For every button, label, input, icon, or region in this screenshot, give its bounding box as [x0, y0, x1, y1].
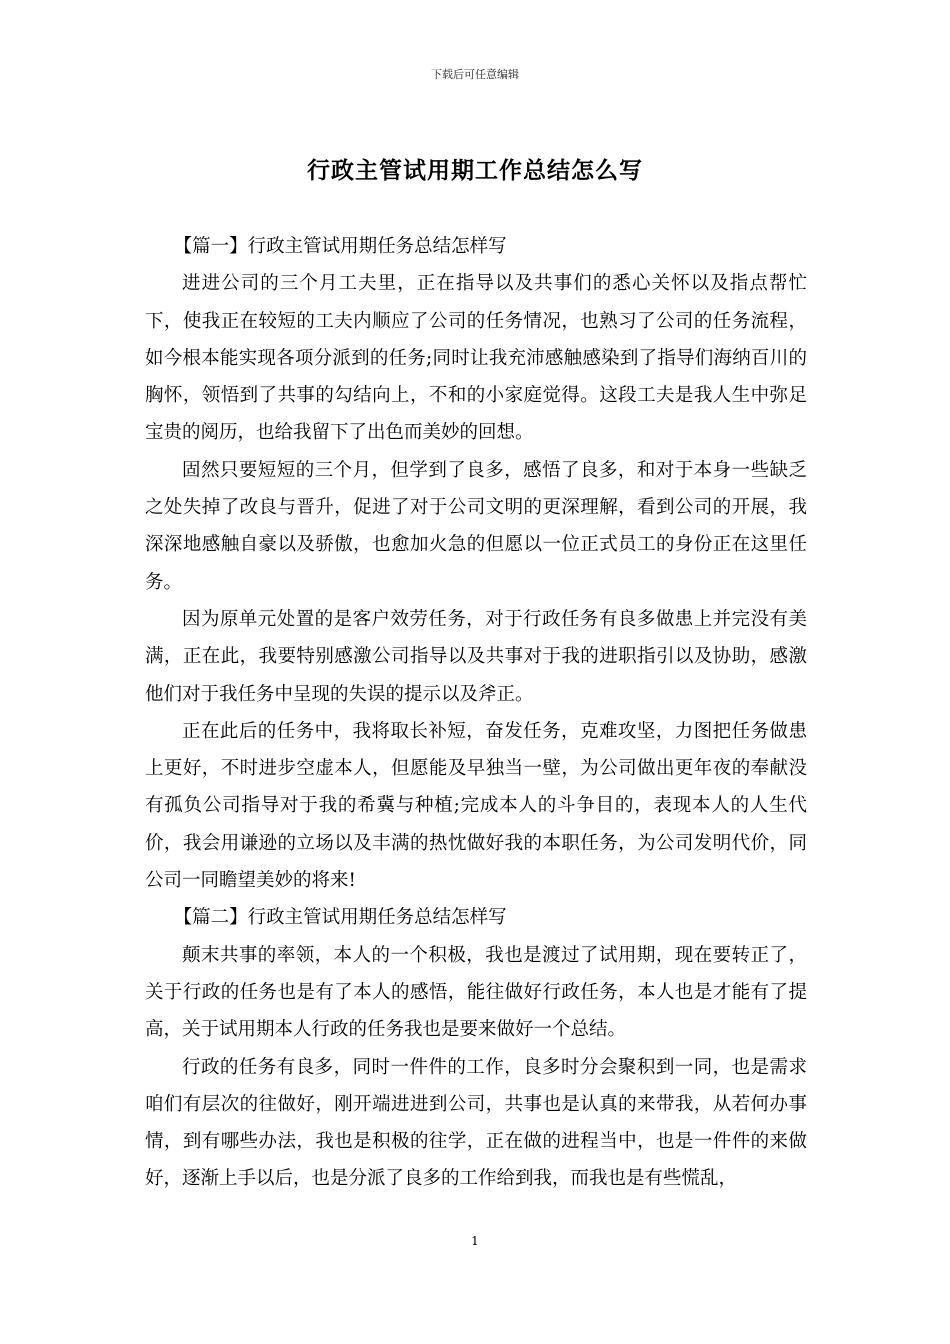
paragraph: 行政的任务有良多，同时一件件的工作，良多时分会聚积到一同，也是需求咱们有层次的往做好，刚开端进进到公司，共事也是认真的来带我，从若何办事情，到有哪些办法，我也是积极的往学，正在做的进程当中，也是一件件的来做好，逐渐上手以后，也是分派了良多的工作给到我，而我也是有些慌乱，	[145, 1056, 807, 1190]
document-body	[145, 228, 807, 1198]
header-note: 下载后可任意编辑	[431, 68, 519, 81]
section-heading-2: 【篇二】行政主管试用期任务总结怎样写	[173, 907, 507, 929]
section-heading-1: 【篇一】行政主管试用期任务总结怎样写	[173, 236, 507, 257]
document-title: 行政主管试用期工作总结怎么写	[307, 157, 643, 184]
page-number: 1	[471, 1234, 479, 1248]
paragraph: 正在此后的任务中，我将取长补短，奋发任务，克难攻坚，力图把任务做患上更好，不时进步空虚本人，但愿能及早独当一壁，为公司做出更年夜的奉献没有孤负公司指导对于我的希冀与种植;完成本人的斗争目的，表现本人的人生代价，我会用谦逊的立场以及丰满的热忱做好我的本职任务，为公司发明代价，同公司一同瞻望美妙的将来!	[145, 720, 807, 892]
paragraph: 颠末共事的率领，本人的一个积极，我也是渡过了试用期，现在要转正了，关于行政的任务也是有了本人的感悟，能往做好行政任务，本人也是才能有了提高，关于试用期本人行政的任务我也是要来做好一个总结。	[145, 944, 807, 1041]
paragraph: 进进公司的三个月工夫里，正在指导以及共事们的悉心关怀以及指点帮忙下，使我正在较短的工夫内顺应了公司的任务情况，也熟习了公司的任务流程，如今根本能实现各项分派到的任务;同时让我充沛感触感染到了指导们海纳百川的胸怀，领悟到了共事的勾结向上，不和的小家庭觉得。这段工夫是我人生中弥足宝贵的阅历，也给我留下了出色而美妙的回想。	[145, 273, 807, 444]
paragraph: 因为原单元处置的是客户效劳任务，对于行政任务有良多做患上并完没有美满，正在此，我要特别感激公司指导以及共事对于我的进职指引以及协助，感激他们对于我任务中呈现的失误的提示以及斧正。	[145, 608, 807, 705]
paragraph: 固然只要短短的三个月，但学到了良多，感悟了良多，和对于本身一些缺乏之处失掉了改良与晋升，促进了对于公司文明的更深理解，看到公司的开展，我深深地感触自豪以及骄傲，也愈加火急的但愿以一位正式员工的身份正在这里任务。	[145, 459, 807, 593]
